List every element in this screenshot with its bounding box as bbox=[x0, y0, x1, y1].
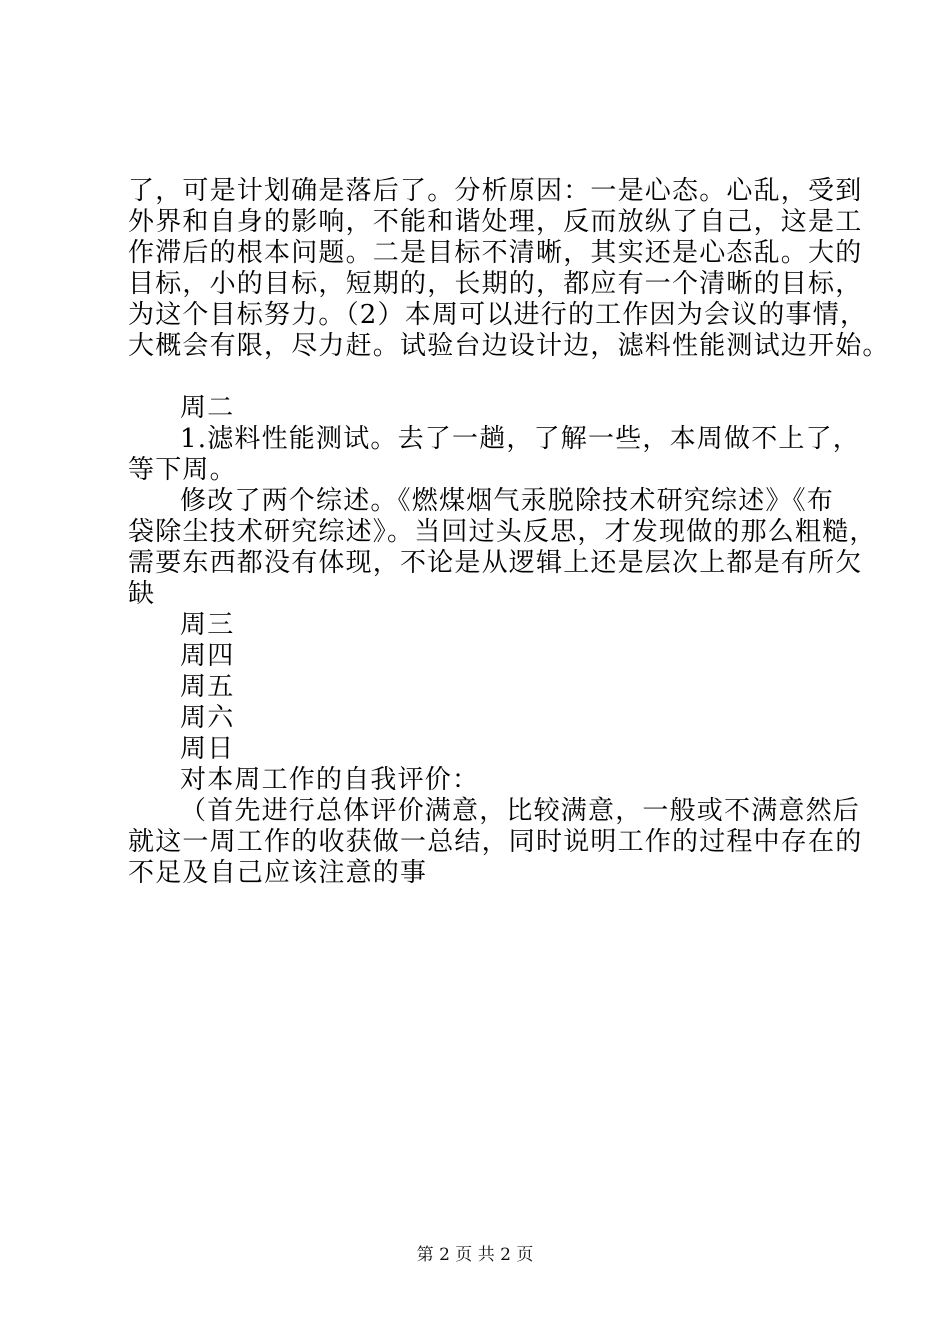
text-line: 袋除尘技术研究综述》。当回过头反思，才发现做的那么粗糙， bbox=[128, 517, 877, 547]
self-evaluation-heading: 对本周工作的自我评价： bbox=[180, 765, 480, 795]
text-line: （首先进行总体评价满意，比较满意，一般或不满意然后 bbox=[180, 796, 861, 826]
text-line: 等下周。 bbox=[128, 455, 237, 485]
text-line: 了，可是计划确是落后了。分析原因：一是心态。心乱，受到 bbox=[128, 176, 863, 206]
weekday-heading-saturday: 周六 bbox=[180, 703, 235, 733]
weekday-heading-friday: 周五 bbox=[180, 672, 235, 702]
text-line: 修改了两个综述。《燃煤烟气汞脱除技术研究综述》《布 bbox=[180, 486, 835, 516]
text-line: 作滞后的根本问题。二是目标不清晰，其实还是心态乱。大的 bbox=[128, 238, 863, 268]
self-evaluation-paragraph bbox=[128, 796, 863, 889]
page-footer: 第 2 页 共 2 页 bbox=[416, 1245, 534, 1265]
text-line: 目标，小的目标，短期的，长期的，都应有一个清晰的目标， bbox=[128, 269, 863, 299]
weekday-heading-sunday: 周日 bbox=[180, 734, 235, 764]
tuesday-item-1 bbox=[128, 424, 861, 486]
text-line: 大概会有限，尽力赶。试验台边设计边，滤料性能测试边开始。 bbox=[128, 331, 890, 361]
text-line: 不足及自己应该注意的事 bbox=[128, 858, 428, 888]
tuesday-item-2 bbox=[128, 486, 877, 610]
text-line: 1.滤料性能测试。去了一趟，了解一些，本周做不上了， bbox=[180, 424, 861, 454]
weekday-heading-wednesday: 周三 bbox=[180, 610, 235, 640]
text-line: 需要东西都没有体现，不论是从逻辑上还是层次上都是有所欠 bbox=[128, 548, 863, 578]
document-body bbox=[128, 176, 890, 889]
text-line: 为这个目标努力。（2）本周可以进行的工作因为会议的事情， bbox=[128, 300, 868, 330]
text-line: 缺 bbox=[128, 579, 156, 609]
text-line: 就这一周工作的收获做一总结，同时说明工作的过程中存在的 bbox=[128, 827, 863, 857]
tuesday-heading: 周二 bbox=[180, 393, 235, 423]
text-line: 外界和自身的影响，不能和谐处理，反而放纵了自己，这是工 bbox=[128, 207, 863, 237]
weekday-heading-thursday: 周四 bbox=[180, 641, 235, 671]
intro-paragraph bbox=[128, 176, 890, 362]
